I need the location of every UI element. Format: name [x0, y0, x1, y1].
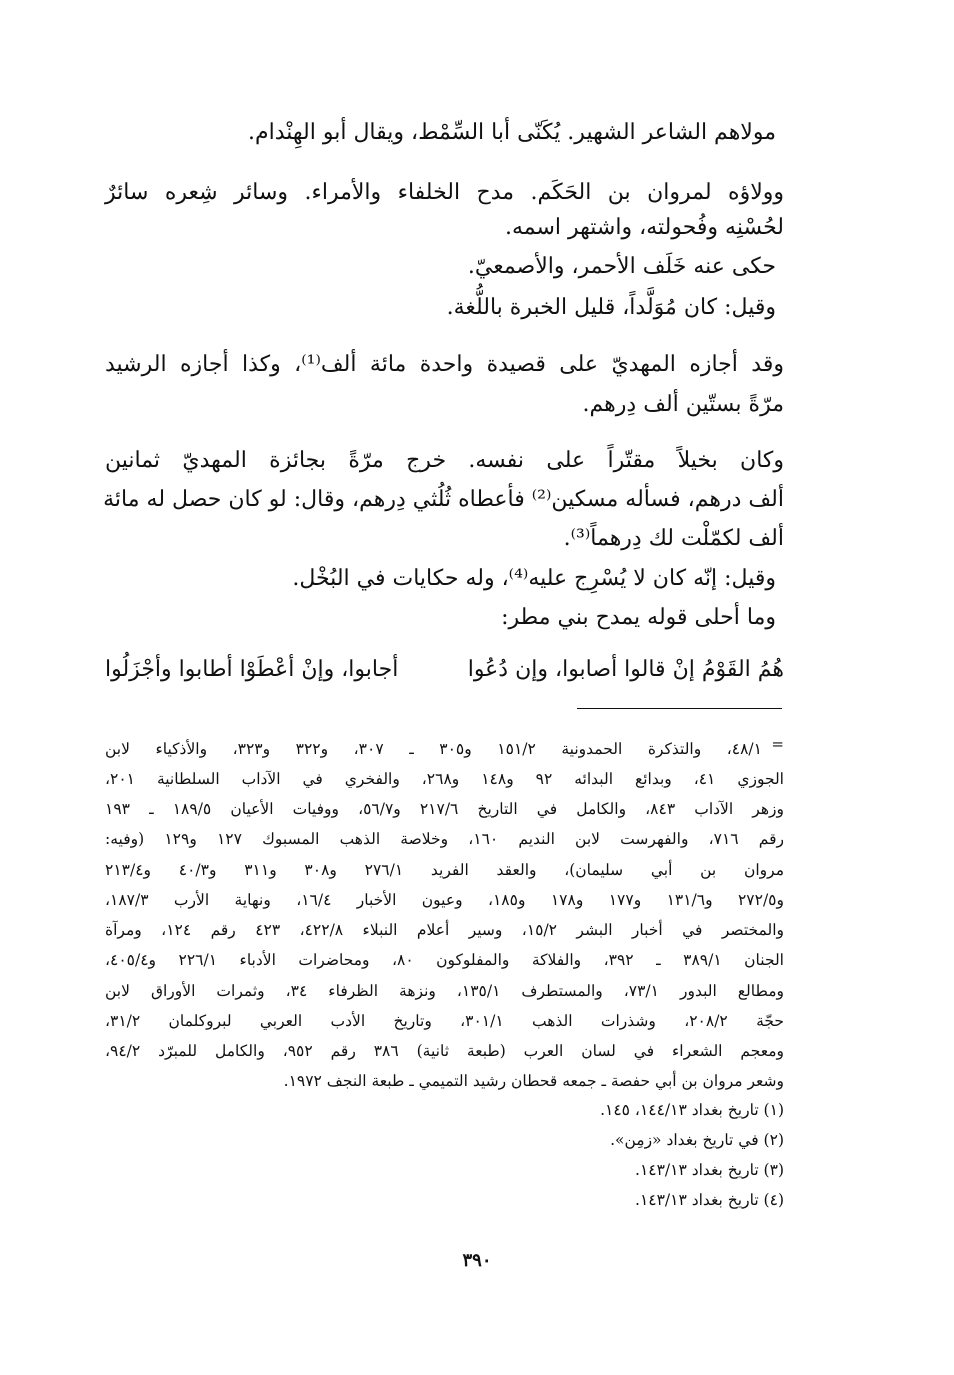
- footnote-line: وزهر الآداب ٨٤٣، والكامل في التاريخ ٢١٧/٦ و٥٦/٧، ووفيات الأعيان ١٨٩/٥ ـ ١٩٣: [105, 800, 784, 818]
- verse-second-hemistich: أجابوا، وإنْ أعْطَوْا أطابوا وأجْزَلُوا: [105, 657, 399, 682]
- body-line: لحُسْنِه وفُحولته، واشتهر اسمه.: [504, 215, 784, 240]
- footnote-note: (١) تاريخ بغداد ١٤٤/١٣، ١٤٥.: [600, 1101, 784, 1119]
- body-line: ألف لكمّلْت لك دِرهماً⁽³⁾.: [563, 526, 784, 551]
- footnote-line: ٤٨/١، والتذكرة الحمدونية ١٥١/٢ و٣٠٥ ـ ٣٠٧، و٣٢٢ و٣٢٣، والأذكياء لابن: [105, 740, 762, 758]
- body-line: حكى عنه خَلَف الأحمر، والأصمعيّ.: [467, 254, 776, 279]
- body-line: وما أحلى قوله يمدح بني مطر:: [501, 605, 776, 630]
- footnote-line: ومعجم الشعراء في لسان العرب (طبعة ثانية) ٣٨٦ رقم ٩٥٢، والكامل للمبرّد ٩٤/٢،: [105, 1042, 784, 1060]
- footnote-line: الجوزي ٤١، وبدائع البدائه ٩٢ و١٤٨ و٢٦٨، والفخري في الآداب السلطانية ٢٠١،: [105, 770, 784, 788]
- footnote-note: (٤) تاريخ بغداد ١٤٣/١٣.: [635, 1191, 784, 1209]
- poem-verse: [105, 653, 784, 687]
- footnote-line: وشعر مروان بن أبي حفصة ـ جمعه قحطان رشيد التميمي ـ طبعة النجف ١٩٧٢.: [283, 1072, 784, 1090]
- footnote-line: حجّة ٢٠٨/٢، وشذرات الذهب ٣٠١/١، وتاريخ الأدب العربي لبروكلمان ٣١/٢،: [105, 1012, 784, 1030]
- body-line: وقد أجازه المهديّ على قصيدة واحدة مائة ألف⁽¹⁾، وكذا أجازه الرشيد: [105, 352, 784, 377]
- footnote-line: ومطالع البدور ٧٣/١، والمستطرف ١٣٥/١، ونزهة الظرفاء ٣٤، وثمرات الأوراق لابن: [105, 982, 784, 1000]
- footnote-separator: [577, 708, 782, 709]
- footnote-note: (٣) تاريخ بغداد ١٤٣/١٣.: [635, 1161, 784, 1179]
- body-line: ألف درهم، فسأله مسكين⁽²⁾ فأعطاه ثُلُثي دِرهم، وقال: لو كان حصل له مائة: [103, 487, 784, 512]
- body-line: وقيل: كان مُوَلَّداً، قليل الخبرة باللُّغة.: [446, 295, 776, 320]
- body-line: وكان بخيلاً مقتّراً على نفسه. خرج مرّةً بجائزة المهديّ ثمانين: [105, 448, 784, 473]
- body-line: وقيل: إنّه كان لا يُسْرِج عليه⁽⁴⁾، وله حكايات في البُخْل.: [292, 566, 776, 591]
- page-number: ٣٩٠: [462, 1250, 492, 1271]
- body-line: وولاؤه لمروان بن الحَكَم. مدح الخلفاء والأمراء. وسائر شِعره سائرٌ: [105, 180, 784, 205]
- continuation-mark: =: [771, 735, 784, 753]
- body-line: مرّةً بستّين ألف دِرهم.: [582, 392, 784, 417]
- verse-first-hemistich: هُمُ القَوْمُ إنْ قالوا أصابوا، وإن دُعُوا: [467, 657, 784, 682]
- footnote-line: و٢٧٢/٥ و١٣١/٦ و١٧٧ و١٧٨ و١٨٥، وعيون الأخبار ١٦/٤، ونهاية الأرب ١٨٧/٣،: [105, 891, 784, 909]
- body-line: مولاهم الشاعر الشهير. يُكَنّى أبا السِّمْط، ويقال أبو الهِنْدام.: [247, 120, 776, 145]
- footnote-line: الجنان ٣٨٩/١ ـ ٣٩٢، والفلاكة والمفلوكون ٨٠، ومحاضرات الأدباء ٢٢٦/١ و٤٠٥/٤،: [105, 951, 784, 969]
- footnote-line: مروان بن أبي سليمان)، والعقد الفريد ٢٧٦/١ و٣٠٨ و٣١١ و٤٠/٣ و٢١٣/٤: [105, 861, 785, 879]
- footnote-line: رقم ٧١٦، والفهرست لابن النديم ١٦٠، وخلاصة الذهب المسبوك ١٢٧ و١٢٩ (وفيه:: [105, 830, 784, 848]
- footnote-note: (٢) في تاريخ بغداد «زمِن».: [610, 1131, 784, 1149]
- footnote-line: والمختصر في أخبار البشر ١٥/٢، وسير أعلام النبلاء ٤٢٢/٨، ٤٢٣ رقم ١٢٤، ومرآة: [105, 921, 784, 939]
